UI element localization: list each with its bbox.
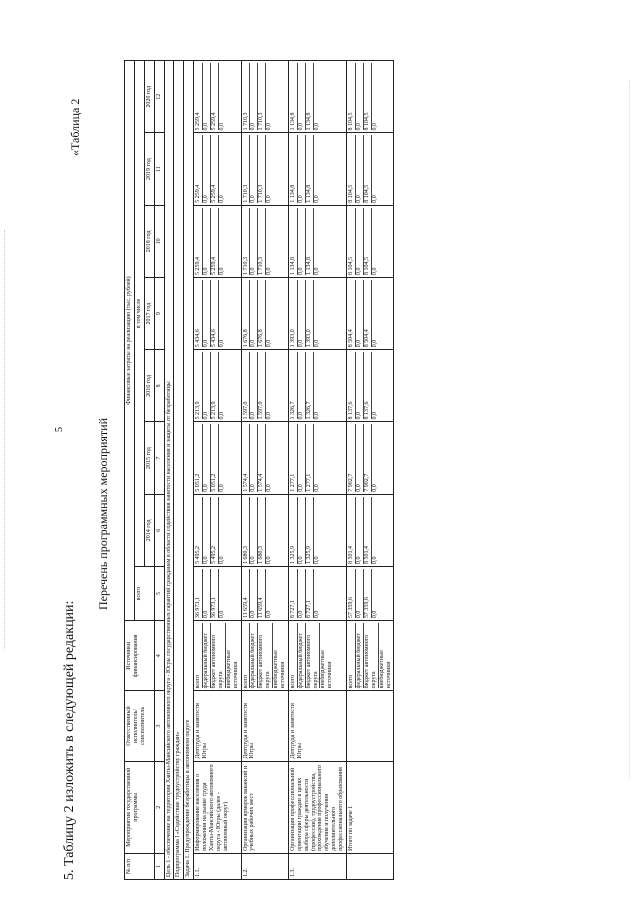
source-label: федеральный бюджет [298, 623, 306, 688]
amount-value: 0,0 [371, 195, 378, 203]
year-value-cell [288, 61, 346, 133]
amount-value: 0,0 [218, 556, 225, 564]
amount-value: 1 277,1 [290, 424, 298, 491]
amount-value: 0,0 [356, 569, 364, 618]
measure-name-cell: Организация профессиональной ориентации граждан в целях выбора сферы деятельности (профессии), трудоустройства, прохождения профессионального обучения и получения дополнительного профессионального образования [288, 761, 346, 853]
amount-value: 8 104,5 [364, 208, 372, 275]
source-label: федеральный бюджет [250, 623, 258, 688]
amount-value: 5 434,6 [195, 280, 203, 347]
executor-cell: Дептруда и занятости Югры [241, 691, 288, 761]
amount-value: 0,0 [371, 610, 378, 619]
amount-value: 5 259,4 [211, 135, 219, 202]
amount-value: 11 659,4 [243, 569, 251, 618]
header-in-that-number: в том числе [134, 61, 144, 567]
amount-value: 1 597,0 [243, 352, 251, 419]
amount-value: 0,0 [298, 208, 306, 275]
amount-value: 0,0 [250, 135, 258, 202]
amount-value: 0,0 [356, 208, 364, 275]
program-measures-table [124, 60, 394, 880]
amount-value: 0,0 [266, 484, 273, 492]
amount-value: 1 134,8 [306, 63, 314, 130]
amount-value: 1 710,3 [258, 135, 266, 202]
amount-value: 0,0 [298, 280, 306, 347]
amount-value: 5 259,4 [211, 208, 219, 275]
amount-value: 0,0 [203, 135, 211, 202]
source-label: бюджет автономного округа [211, 623, 226, 688]
source-label: всего [290, 623, 298, 688]
year-value-cell [288, 205, 346, 277]
amount-value: 1 134,8 [306, 135, 314, 202]
amount-value: 0,0 [371, 267, 378, 275]
year-value-cell [241, 277, 288, 349]
table-label: «Таблица 2 [68, 98, 82, 156]
total-value-cell [347, 566, 394, 620]
year-value-cell [241, 350, 288, 422]
year-value-cell [194, 205, 241, 277]
source-label: внебюджетные источники [378, 650, 392, 689]
amount-value: 0,0 [203, 352, 211, 419]
amount-value: 0,0 [203, 497, 211, 564]
amount-value: 0,0 [313, 195, 320, 203]
amount-value: 0,0 [371, 484, 378, 492]
amount-value: 0,0 [356, 424, 364, 491]
source-label: федеральный бюджет [356, 623, 364, 688]
amount-value: 0,0 [313, 122, 320, 131]
amount-value: 0,0 [218, 267, 225, 275]
amount-value: 1 277,1 [306, 424, 314, 491]
amount-value: 36 973,1 [211, 569, 219, 618]
year-value-cell [288, 350, 346, 422]
sources-cell [288, 621, 346, 691]
amount-value: 0,0 [203, 208, 211, 275]
column-number: 2 [154, 761, 164, 853]
amount-value: 0,0 [298, 135, 306, 202]
amount-value: 0,0 [356, 497, 364, 564]
amount-value: 0,0 [313, 411, 320, 420]
column-number: 12 [154, 61, 164, 133]
year-value-cell [194, 61, 241, 133]
source-label: внебюджетные источники [225, 650, 239, 689]
amount-value: 0,0 [218, 122, 225, 131]
amount-value: 57 359,6 [364, 569, 372, 618]
year-value-cell [194, 494, 241, 566]
executor-cell: Дептруда и занятости Югры [288, 691, 346, 761]
amount-value: 8 104,5 [348, 135, 356, 202]
year-value-cell [194, 422, 241, 494]
amount-value: 1 134,8 [290, 63, 298, 130]
amount-value: 1 134,8 [306, 208, 314, 275]
column-number: 5 [154, 566, 164, 620]
amount-value: 1 326,7 [290, 352, 298, 419]
amount-value: 8 501,4 [348, 497, 356, 564]
year-value-cell [288, 133, 346, 205]
amount-value: 1 597,0 [258, 352, 266, 419]
sources-cell [347, 621, 394, 691]
amount-value: 0,0 [203, 569, 211, 618]
amount-value: 5 259,4 [195, 135, 203, 202]
year-value-cell [347, 422, 394, 494]
amount-value: 0,0 [266, 267, 273, 275]
amount-value: 1 134,8 [290, 135, 298, 202]
rotated-page-content [62, 60, 582, 880]
amount-value: 5 213,9 [211, 352, 219, 419]
row-number-cell: 1.2. [241, 853, 288, 879]
amount-value: 0,0 [218, 195, 225, 203]
total-value-cell [194, 566, 241, 620]
header-financing: Финансовые затраты на реализацию (тыс. рублей) [125, 61, 135, 621]
amount-value: 0,0 [298, 424, 306, 491]
amount-value: 0,0 [250, 497, 258, 564]
amount-value: 8 104,5 [348, 208, 356, 275]
amount-value: 57 359,6 [348, 569, 356, 618]
amount-value: 0,0 [203, 63, 211, 130]
table-row [288, 61, 346, 880]
amount-value: 5 259,4 [195, 63, 203, 130]
table-row [194, 61, 241, 880]
amount-value: 0,0 [298, 569, 306, 618]
year-value-cell [347, 350, 394, 422]
amount-value: 0,0 [266, 339, 273, 348]
measure-name-cell: Организация ярмарок вакансий и учебных рабочих мест [241, 761, 288, 853]
header-year: 2017 год [144, 277, 154, 349]
amount-value: 0,0 [298, 497, 306, 564]
total-value-cell [241, 566, 288, 620]
year-value-cell [347, 133, 394, 205]
amount-value: 1 710,3 [243, 135, 251, 202]
column-number: 3 [154, 691, 164, 761]
amount-value: 0,0 [250, 63, 258, 130]
amount-value: 0,0 [266, 556, 273, 564]
header-year: 2018 год [144, 205, 154, 277]
amount-value: 0,0 [356, 63, 364, 130]
amount-value: 5 213,9 [195, 352, 203, 419]
amount-value: 1 326,7 [306, 352, 314, 419]
year-value-cell [241, 61, 288, 133]
header-measures: Мероприятия государственной программы [125, 761, 155, 853]
header-sources: Источники финансирования [125, 621, 155, 691]
year-value-cell [347, 205, 394, 277]
amount-value: 0,0 [250, 208, 258, 275]
amount-value: 5 495,2 [211, 497, 219, 564]
year-value-cell [288, 422, 346, 494]
amendment-heading: 5. Таблицу 2 изложить в следующей редакции: [62, 600, 77, 880]
amount-value: 1 325,9 [290, 497, 298, 564]
column-number: 11 [154, 133, 164, 205]
table-subtitle: Перечень программных мероприятий [96, 418, 110, 610]
row-number-cell [347, 853, 394, 879]
year-value-cell [241, 494, 288, 566]
source-label: бюджет автономного округа [306, 623, 321, 688]
column-number: 4 [154, 621, 164, 691]
amount-value: 0,0 [356, 280, 364, 347]
column-number: 7 [154, 422, 164, 494]
amount-value: 1 676,8 [258, 280, 266, 347]
header-year: 2019 год [144, 133, 154, 205]
amount-value: 5 051,2 [195, 424, 203, 491]
executor-cell: Дептруда и занятости Югры [194, 691, 241, 761]
amount-value: 1 325,9 [306, 497, 314, 564]
header-num: № п/п [125, 853, 155, 879]
table-row [347, 61, 394, 880]
amount-value: 0,0 [356, 352, 364, 419]
year-value-cell [347, 494, 394, 566]
row-number-cell: 1.1. [194, 853, 241, 879]
amount-value: 1 574,4 [258, 424, 266, 491]
goal-section-row: Цель 1 - обеспечение на территории Ханты-Мансийского автономного округа - Югры государственных гарантий гражданам в области содействия занятости населения и защиты от безработицы [164, 61, 174, 880]
amount-value: 1 680,3 [243, 497, 251, 564]
amount-value: 8 727,1 [290, 569, 298, 618]
amount-value: 0,0 [218, 411, 225, 420]
amount-value: 1 676,8 [243, 280, 251, 347]
source-label: всего [243, 623, 251, 688]
amount-value: 0,0 [250, 352, 258, 419]
source-label: всего [348, 623, 356, 688]
amount-value: 0,0 [313, 556, 320, 564]
amount-value: 0,0 [371, 339, 378, 348]
amount-value: 0,0 [266, 122, 273, 131]
column-number: 8 [154, 350, 164, 422]
year-value-cell [288, 494, 346, 566]
amount-value: 0,0 [298, 63, 306, 130]
amount-value: 5 051,2 [211, 424, 219, 491]
header-year: 2014 год [144, 494, 154, 566]
measure-name-cell: Информирование населения о положении на рынке труда Ханты-Мансийского автономного округа - Югры (далее - автономный округ) [194, 761, 241, 853]
amount-value: 0,0 [313, 339, 320, 348]
amount-value: 0,0 [371, 556, 378, 564]
amount-value: 11 659,4 [258, 569, 266, 618]
year-value-cell [288, 277, 346, 349]
amount-value: 1 134,8 [290, 208, 298, 275]
year-value-cell [241, 205, 288, 277]
amount-value: 8 137,6 [348, 352, 356, 419]
amount-value: 0,0 [356, 135, 364, 202]
year-value-cell [241, 422, 288, 494]
amount-value: 5 495,2 [195, 497, 203, 564]
amount-value: 0,0 [250, 569, 258, 618]
year-value-cell [194, 133, 241, 205]
header-year: 2015 год [144, 422, 154, 494]
source-label: всего [195, 623, 203, 688]
amount-value: 8 504,4 [364, 280, 372, 347]
table-body [164, 61, 394, 880]
header-executor: Ответственный исполнитель/соисполнитель [125, 691, 155, 761]
measure-name-cell: Итого по задаче 1 [347, 761, 394, 853]
amount-value: 8 104,5 [364, 63, 372, 130]
amount-value: 7 902,7 [364, 424, 372, 491]
year-value-cell [194, 350, 241, 422]
year-value-cell [347, 277, 394, 349]
amount-value: 1 710,3 [243, 63, 251, 130]
header-year: 2016 год [144, 350, 154, 422]
amount-value: 8 137,6 [364, 352, 372, 419]
amount-value: 8 104,5 [348, 63, 356, 130]
source-label: бюджет автономного округа [364, 623, 379, 688]
amount-value: 0,0 [298, 352, 306, 419]
task-section-row: Задача 1. Предупреждение безработицы в автономном округе [184, 61, 194, 880]
amount-value: 0,0 [218, 484, 225, 492]
amount-value: 8 727,1 [306, 569, 314, 618]
header-year: 2020 год [144, 61, 154, 133]
amount-value: 0,0 [266, 610, 273, 619]
column-number: 6 [154, 494, 164, 566]
amount-value: 0,0 [371, 411, 378, 420]
scan-edge-mark [4, 230, 7, 650]
amount-value: 8 501,4 [364, 497, 372, 564]
scan-edge-mark [629, 80, 632, 780]
amount-value: 0,0 [203, 280, 211, 347]
row-number-cell: 1.3. [288, 853, 346, 879]
amount-value: 1 680,3 [258, 497, 266, 564]
total-value-cell [288, 566, 346, 620]
amount-value: 0,0 [313, 610, 320, 619]
amount-value: 0,0 [371, 122, 378, 131]
column-number: 10 [154, 205, 164, 277]
column-number: 9 [154, 277, 164, 349]
sources-cell [194, 621, 241, 691]
amount-value: 1 710,3 [258, 208, 266, 275]
year-value-cell [347, 61, 394, 133]
amount-value: 1 710,3 [258, 63, 266, 130]
column-number: 1 [154, 853, 164, 879]
sources-cell [241, 621, 288, 691]
amount-value: 1 393,0 [306, 280, 314, 347]
amount-value: 0,0 [313, 484, 320, 492]
amount-value: 0,0 [218, 610, 225, 619]
amount-value: 1 574,4 [243, 424, 251, 491]
amount-value: 1 710,3 [243, 208, 251, 275]
amount-value: 8 504,4 [348, 280, 356, 347]
amount-value: 7 902,7 [348, 424, 356, 491]
year-value-cell [241, 133, 288, 205]
amount-value: 0,0 [218, 339, 225, 348]
amount-value: 0,0 [266, 195, 273, 203]
amount-value: 36 973,1 [195, 569, 203, 618]
source-label: внебюджетные источники [273, 650, 287, 689]
amount-value: 0,0 [250, 280, 258, 347]
amount-value: 5 259,4 [195, 208, 203, 275]
table-row [241, 61, 288, 880]
amount-value: 8 104,5 [364, 135, 372, 202]
source-label: внебюджетные источники [320, 650, 334, 689]
source-label: бюджет автономного округа [258, 623, 273, 688]
amount-value: 0,0 [266, 411, 273, 420]
amount-value: 5 259,4 [211, 63, 219, 130]
program-measures-table-wrap [124, 60, 394, 880]
executor-cell [347, 691, 394, 761]
year-value-cell [194, 277, 241, 349]
amount-value: 0,0 [313, 267, 320, 275]
amount-value: 1 393,0 [290, 280, 298, 347]
amount-value: 0,0 [250, 424, 258, 491]
amount-value: 5 434,6 [211, 280, 219, 347]
header-total: всего [134, 566, 154, 620]
subprogram-section-row: Подпрограмма I «Содействие трудоустройству граждан» [174, 61, 184, 880]
amount-value: 0,0 [203, 424, 211, 491]
page-number: 5 [54, 427, 65, 432]
source-label: федеральный бюджет [203, 623, 211, 688]
